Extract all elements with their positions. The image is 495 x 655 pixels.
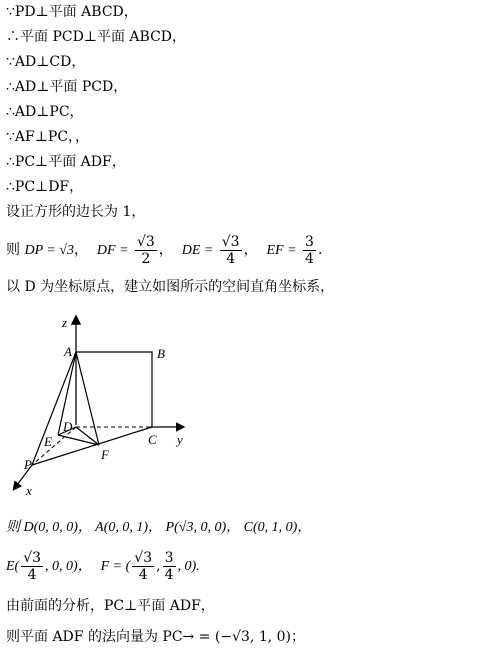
e-suffix: , 0, 0)， <box>45 559 92 574</box>
ef-fraction <box>303 234 316 267</box>
proof-line-6: ∵AF⊥PC，， <box>6 129 90 145</box>
de-lhs: DE = <box>181 243 214 258</box>
f1-den: 4 <box>138 566 148 583</box>
sep: ， <box>74 242 88 258</box>
label-b: B <box>157 346 165 361</box>
df-den: 2 <box>141 250 151 267</box>
f-mid: , <box>156 558 161 574</box>
e-prefix: E( <box>6 559 20 574</box>
proof-line-9: 设正方形的边长为 1， <box>6 204 146 220</box>
e-fraction <box>21 550 43 583</box>
f-prefix: F = ( <box>100 559 131 574</box>
label-c: C <box>148 432 157 447</box>
label-d: D <box>63 419 73 434</box>
f1-fraction <box>132 550 154 583</box>
label-y: y <box>177 432 183 447</box>
ef-num: 3 <box>305 233 314 250</box>
dp-value: DP = √3 <box>24 243 74 258</box>
lengths-line <box>6 232 322 269</box>
df-fraction <box>135 234 157 267</box>
end-period: . <box>317 242 323 258</box>
proof-line-3: ∵AD⊥CD， <box>6 54 86 70</box>
ef-den: 4 <box>305 250 314 267</box>
proof-line-2: ∴平面 PCD⊥平面 ABCD， <box>6 29 187 45</box>
edge-af <box>76 352 99 445</box>
de-den: 4 <box>226 250 236 267</box>
label-f: F <box>101 447 109 462</box>
lengths-prefix: 则 <box>6 242 20 258</box>
f-suffix: , 0). <box>177 559 200 574</box>
sep: ， <box>158 242 173 258</box>
proof-line-8: ∴PC⊥DF， <box>6 179 84 195</box>
f1-num: √3 <box>134 549 153 566</box>
ef-lhs: EF = <box>266 243 297 258</box>
f2-den: 4 <box>164 566 174 583</box>
sep: ， <box>243 242 258 258</box>
df-lhs: DF = <box>96 243 129 258</box>
normal-line: 则平面 ADF 的法向量为 PC→ = (−√3, 1, 0)； <box>6 629 305 645</box>
de-fraction <box>220 234 242 267</box>
proof-line-1: ∵PD⊥平面 ABCD， <box>6 4 138 20</box>
coordinate-diagram <box>0 305 200 505</box>
f2-num: 3 <box>164 549 174 566</box>
coords-line-1: 则 D(0, 0, 0)， A(0, 0, 1)， P(√3, 0, 0)， C(0, 1, 0)， <box>6 520 312 535</box>
edge-ap <box>32 352 76 465</box>
face-abcd <box>76 352 152 427</box>
proof-line-4: ∴AD⊥平面 PCD， <box>6 79 128 95</box>
analysis-line: 由前面的分析，PC⊥平面 ADF， <box>6 598 215 614</box>
label-e: E <box>44 434 52 449</box>
df-num: √3 <box>136 233 155 250</box>
de-num: √3 <box>221 233 240 250</box>
label-a: A <box>64 344 72 359</box>
label-p: P <box>24 457 32 472</box>
coords-line-2 <box>6 548 200 585</box>
label-x: x <box>26 483 32 498</box>
proof-line-5: ∴AD⊥PC， <box>6 104 84 120</box>
label-z: z <box>62 315 68 330</box>
f2-fraction <box>163 550 176 583</box>
proof-line-7: ∴PC⊥平面 ADF， <box>6 154 126 170</box>
e-num: √3 <box>23 549 42 566</box>
coord-intro: 以 D 为坐标原点，建立如图所示的空间直角坐标系， <box>6 279 335 295</box>
e-den: 4 <box>27 566 37 583</box>
